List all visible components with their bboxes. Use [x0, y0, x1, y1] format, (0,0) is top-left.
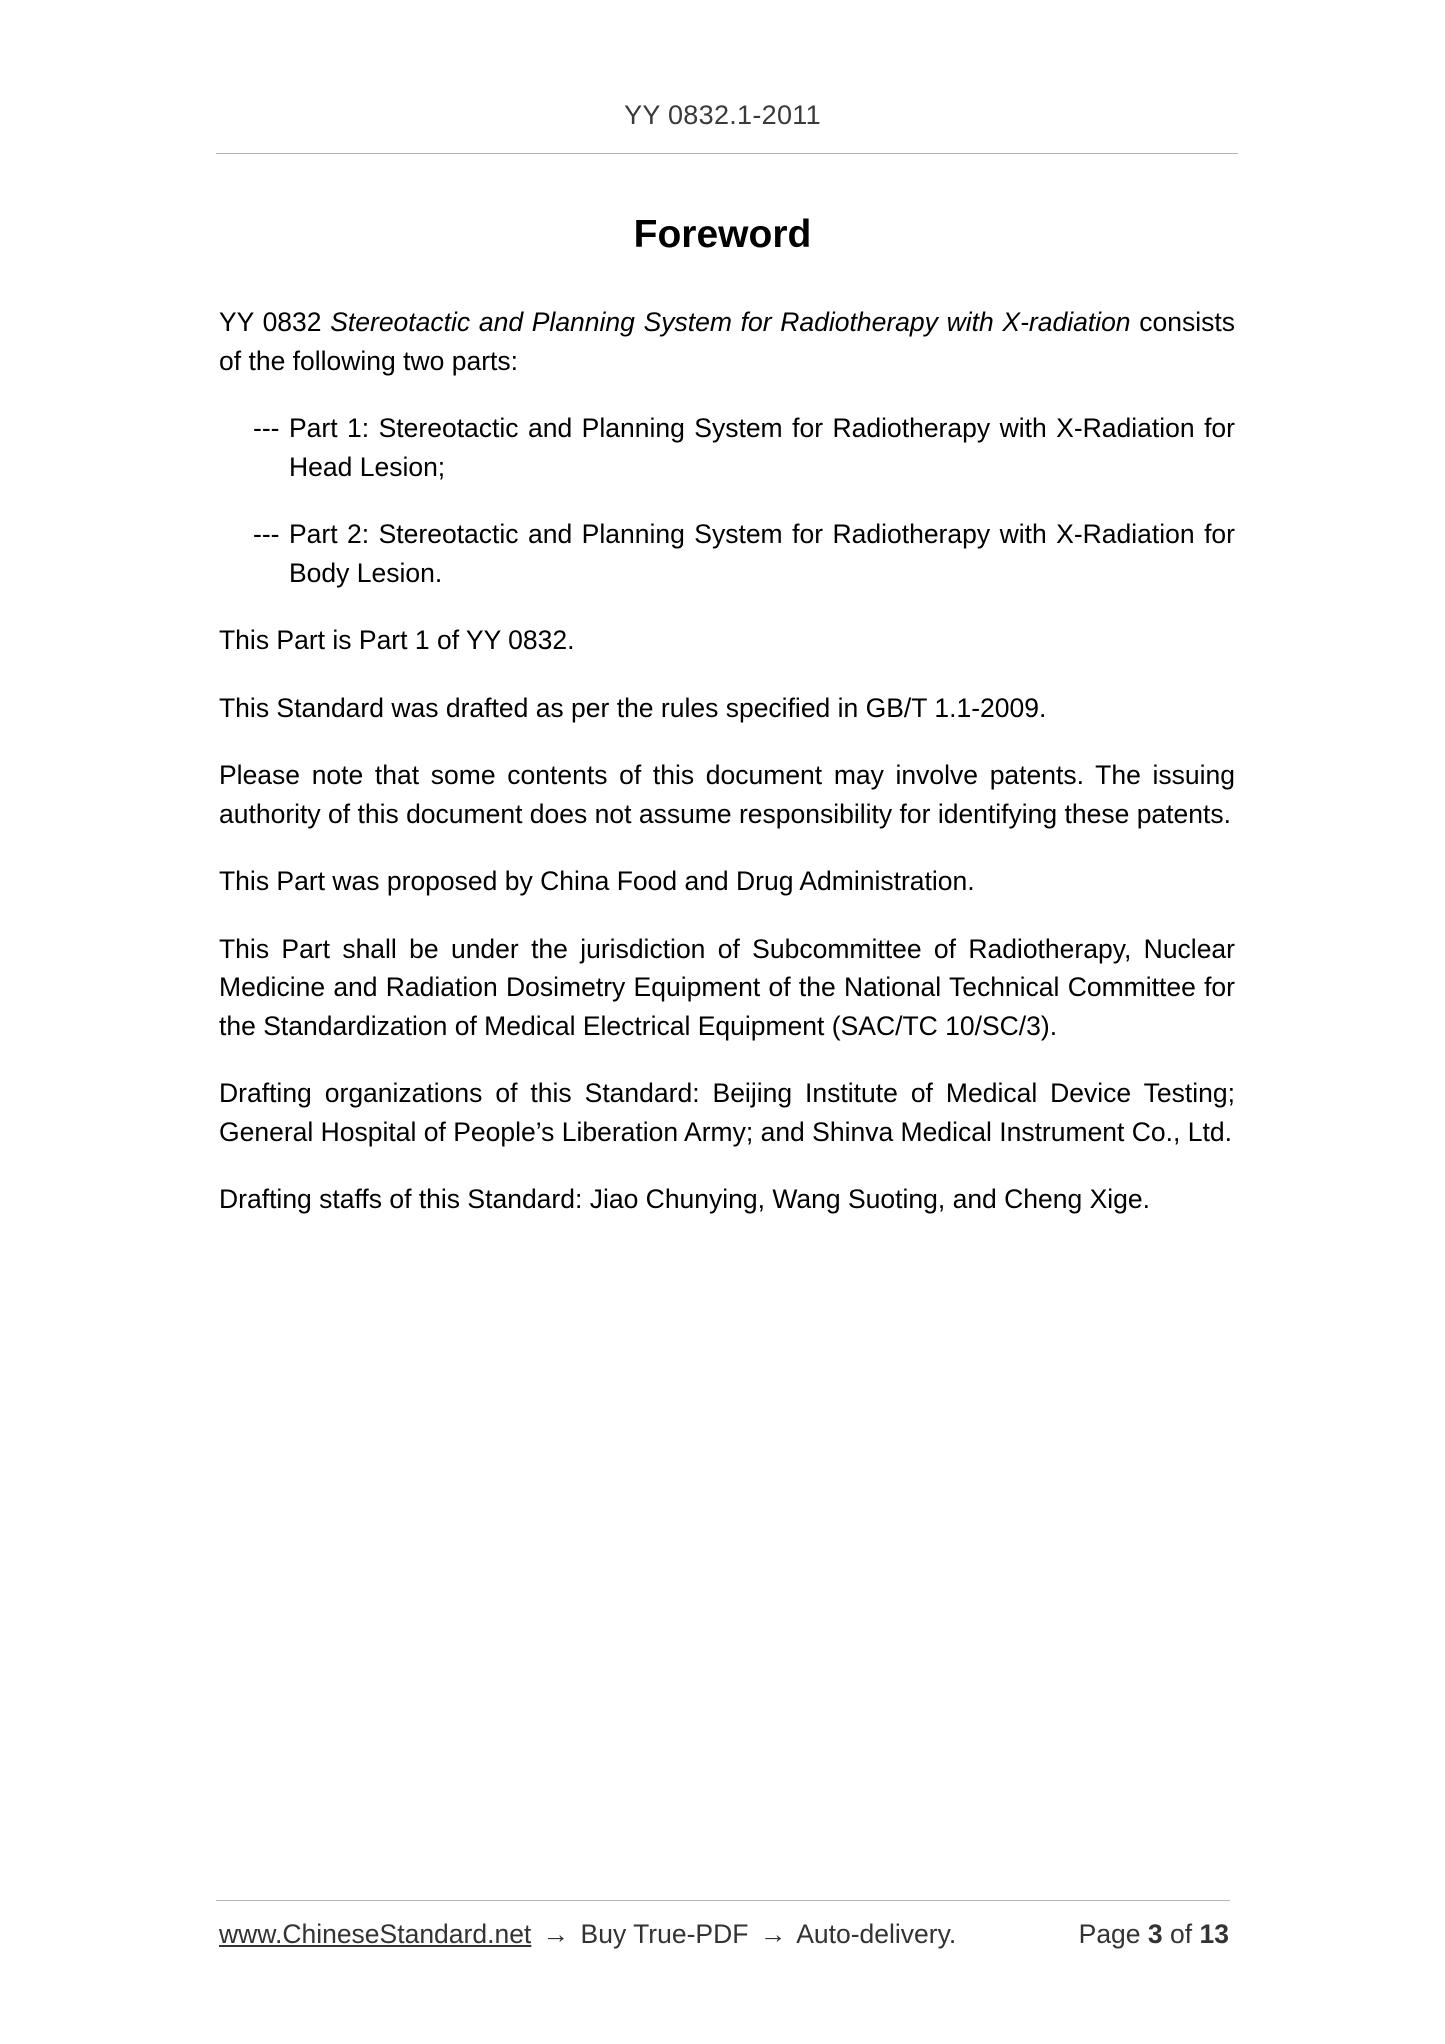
- paragraph-drafting-organizations: Drafting organizations of this Standard: Beijing Institute of Medical Device Testing; General Hospital of People’s Liberation Army; and Shinva Medical Instrument Co., Ltd.: [219, 1078, 1235, 1147]
- header-divider: [216, 153, 1238, 154]
- footer-promo: [219, 1919, 956, 1950]
- arrow-right-icon: →: [542, 1919, 570, 1949]
- intro-paragraph: [219, 303, 1235, 380]
- paragraph-drafting-staffs: Drafting staffs of this Standard: Jiao Chunying, Wang Suoting, and Cheng Xige.: [219, 1184, 1151, 1214]
- page-of: of: [1170, 1919, 1193, 1949]
- list-dash: ---: [253, 413, 280, 443]
- list-item-text: Part 1: Stereotactic and Planning System for Radiotherapy with X-Radiation for Head Lesion;: [289, 413, 1235, 482]
- page-number: [1079, 1919, 1229, 1950]
- list-item-text: Part 2: Stereotactic and Planning System for Radiotherapy with X-Radiation for Body Lesion.: [289, 519, 1235, 588]
- list-item-part-2: [219, 515, 1235, 592]
- page-label: Page: [1078, 1919, 1141, 1949]
- total-pages: 13: [1199, 1919, 1229, 1949]
- intro-prefix: YY 0832: [219, 307, 331, 337]
- current-page: 3: [1147, 1919, 1163, 1949]
- page-title: Foreword: [633, 213, 812, 256]
- buy-pdf-text: Buy True-PDF: [580, 1919, 749, 1949]
- auto-delivery-text: Auto-delivery.: [796, 1919, 957, 1949]
- arrow-right-icon: →: [759, 1919, 787, 1949]
- list-item-part-1: [219, 409, 1235, 486]
- paragraph-drafting-rules: This Standard was drafted as per the rules specified in GB/T 1.1-2009.: [219, 692, 1047, 723]
- paragraph-part-number: This Part is Part 1 of YY 0832.: [219, 625, 575, 655]
- paragraph-proposed-by: This Part was proposed by China Food and Drug Administration.: [219, 866, 975, 896]
- list-dash: ---: [253, 519, 280, 549]
- standard-title-italic: Stereotactic and Planning System for Radiotherapy with X-radiation: [330, 307, 1131, 337]
- footer-divider: [216, 1900, 1230, 1901]
- document-code-header: YY 0832.1-2011: [624, 100, 821, 130]
- document-body: [219, 303, 1235, 1248]
- website-link[interactable]: www.ChineseStandard.net: [219, 1919, 532, 1949]
- intro-suffix: consists of the following two parts:: [219, 307, 1235, 376]
- paragraph-patent-notice: Please note that some contents of this document may involve patents. The issuing authority of this document does not assume responsibility for identifying these patents.: [219, 760, 1235, 829]
- paragraph-jurisdiction: This Part shall be under the jurisdiction of Subcommittee of Radiotherapy, Nuclear Medicine and Radiation Dosimetry Equipment of the National Technical Committee for the Standardization of Medical Electrical Equipment (SAC/TC 10/SC/3).: [219, 933, 1235, 1041]
